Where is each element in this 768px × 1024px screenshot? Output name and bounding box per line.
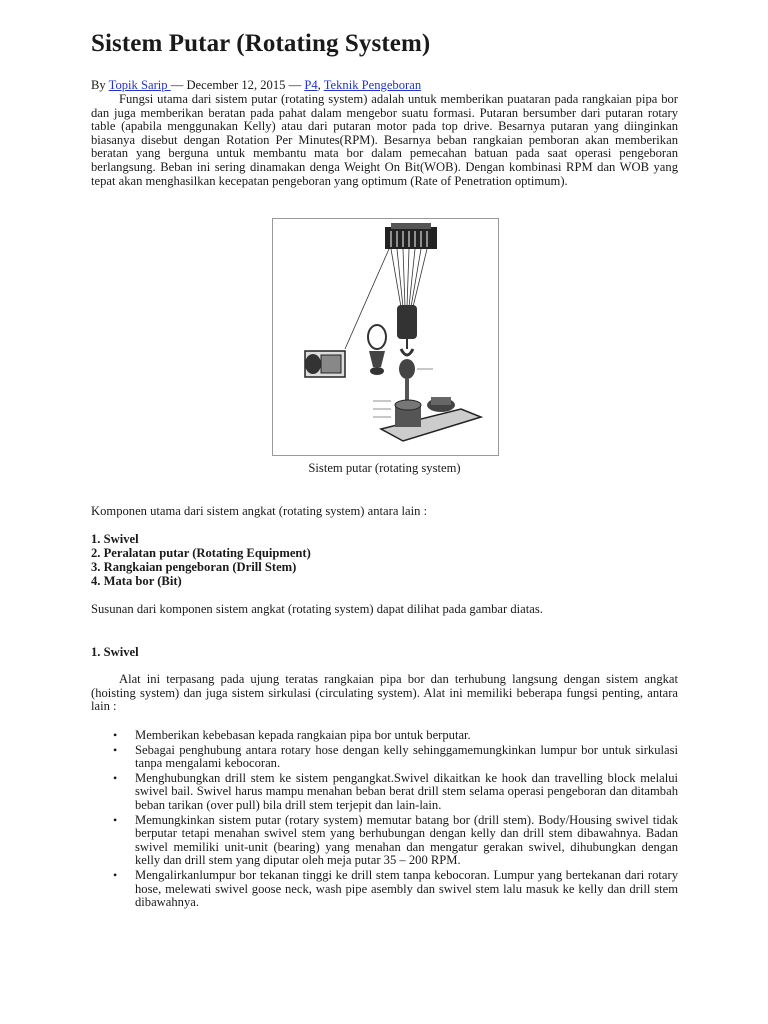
bullet-icon: •	[113, 770, 118, 785]
rotating-system-illustration	[273, 219, 498, 455]
byline	[91, 79, 421, 93]
intro-paragraph	[91, 93, 678, 188]
list-item-text: Memberikan kebebasan kepada rangkaian pipa bor untuk berputar.	[135, 728, 471, 742]
component-item: 1. Swivel	[91, 532, 139, 546]
list-item	[91, 729, 678, 743]
list-item	[91, 814, 678, 868]
bullet-icon: •	[113, 812, 118, 827]
swivel-heading: 1. Swivel	[91, 645, 139, 659]
component-item: 4. Mata bor (Bit)	[91, 574, 182, 588]
list-item	[91, 869, 678, 910]
component-item: 2. Peralatan putar (Rotating Equipment)	[91, 546, 311, 560]
component-item: 3. Rangkaian pengeboran (Drill Stem)	[91, 560, 297, 574]
list-item-text: Menghubungkan drill stem ke sistem pengangkat.Swivel dikaitkan ke hook dan travelling block melalui swivel bail. Swivel harus mampu menahan beban berat drill stem selama operasi pengeboran dan ditambah beban tarikan (over pull) bila drill stem terjepit dan lain-lain.	[135, 770, 678, 812]
components-list	[91, 533, 311, 589]
swivel-intro: Alat ini terpasang pada ujung teratas rangkaian pipa bor dan terhubung langsung dengan sistem angkat (hoisting system) dan juga sistem sirkulasi (circulating system). Alat ini memiliki beberapa fungsi penting, antara lain :	[91, 672, 678, 714]
bullet-icon: •	[113, 728, 118, 742]
bullet-icon: •	[113, 742, 118, 757]
intro-text: Fungsi utama dari sistem putar (rotating system) adalah untuk memberikan puataran pada rangkaian pipa bor dan juga memberikan beratan pada pahat dalam mengebor suatu formasi. Putaran bersumber dari putaran rotary table (apabila menggunakan Kelly) atau dari putaran motor pada top drive. Besarnya putaran yang diinginkan biasanya disebut dengan Rotation Per Minutes(RPM). Besarnya beban rangkaian pemboran akan memberikan beratan yang berguna untuk membantu mata bor dalam pemecahan batuan pada saat operasi pengeboran berlangsung. Beban ini sering dinamakan denga Weight On Bit(WOB). Dengan kombinasi RPM dan WOB yang tepat akan menghasilkan kecepatan pengeboran yang optimum (Rate of Penetration optimum).	[91, 92, 678, 188]
figure-caption: Sistem putar (rotating system)	[308, 461, 461, 475]
category-link-teknik-pengeboran[interactable]: Teknik Pengeboran	[323, 78, 422, 92]
list-item	[91, 744, 678, 771]
category-link-p4[interactable]: P4	[304, 78, 318, 92]
susunan-paragraph: Susunan dari komponen sistem angkat (rotating system) dapat dilihat pada gambar diatas.	[91, 602, 543, 616]
list-item-text: Memungkinkan sistem putar (rotary system) memutar batang bor (drill stem). Body/Housing swivel tidak berputar tetapi menahan swivel stem yang berhubungan dengan kelly dan drill stem dibawahnya. Badan swivel memiliki unit-unit (bearing) yang menahan dan mengatur gerakan swivel, dihubungkan dengan kelly dan drill stem yang diputar oleh meja putar 35 – 200 RPM.	[135, 812, 678, 868]
byline-date: — December 12, 2015 —	[170, 78, 305, 92]
author-link[interactable]: Topik Sarip	[108, 78, 171, 92]
bullet-icon: •	[113, 867, 118, 882]
components-intro: Komponen utama dari sistem angkat (rotating system) antara lain :	[91, 504, 428, 518]
article-title: Sistem Putar (Rotating System)	[91, 30, 431, 57]
list-item	[91, 772, 678, 813]
byline-by: By	[91, 78, 109, 92]
list-item-text: Mengalirkanlumpur bor tekanan tinggi ke drill stem tanpa kebocoran. Lumpur yang bertekanan dari rotary hose, melewati swivel goose neck, wash pipe asembly dan swivel stem lalu masuk ke kelly dan drill stem dibawahnya.	[135, 867, 678, 910]
byline-comma: ,	[317, 78, 324, 92]
list-item-text: Sebagai penghubung antara rotary hose dengan kelly sehinggamemungkinkan lumpur bor untuk sirkulasi tanpa mengalami kebocoran.	[135, 742, 678, 771]
rotating-system-figure	[272, 218, 499, 456]
swivel-functions-list	[91, 729, 678, 911]
